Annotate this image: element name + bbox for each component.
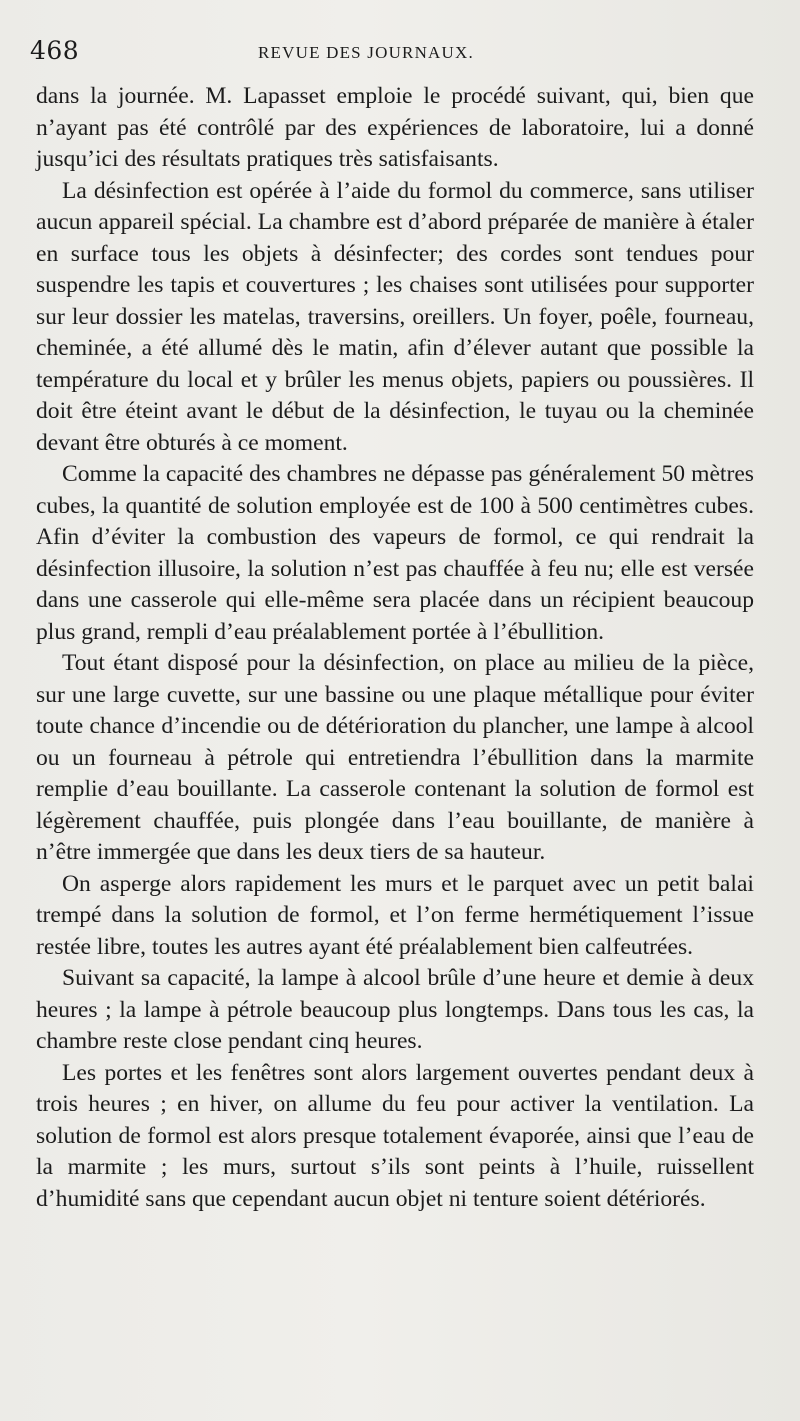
running-head: REVUE DES JOURNAUX. <box>258 43 474 62</box>
paragraph-disinfection-setup: La désinfection est opérée à l’aide du formol du commerce, sans utiliser aucun appareil spécial. La chambre est d’abord préparée de manière à étaler en surface tous les objets à désinfecter; des cordes sont tendues pour suspendre les tapis et couvertures ; les chaises sont utilisées pour supporter sur leur dossier les matelas, traversins, oreillers. Un foyer, poêle, fourneau, cheminée, a été allumé dès le matin, afin d’élever autant que possible la température du local et y brûler les menus objets, papiers ou poussières. Il doit être éteint avant le début de la désinfection, le tuyau ou la cheminée devant être obturés à ce moment. <box>36 177 754 456</box>
paragraph-spraying: On asperge alors rapidement les murs et le parquet avec un petit balai trempé dans la solution de formol, et l’on ferme hermétiquement l’issue restée libre, toutes les autres ayant été préalablement bien calfeutrées. <box>36 870 754 960</box>
article-body <box>36 81 754 1215</box>
page-header <box>30 36 760 70</box>
paragraph-ventilation: Les portes et les fenêtres sont alors largement ouvertes pendant deux à trois heures ; en hiver, on allume du feu pour activer la ventilation. La solution de formol est alors presque totalement évaporée, ainsi que l’eau de la marmite ; les murs, surtout s’ils sont peints à l’huile, ruissellent d’humidité sans que cependant aucun objet ni tenture soient détériorés. <box>36 1059 754 1212</box>
paragraph-duration: Suivant sa capacité, la lampe à alcool brûle d’une heure et demie à deux heures ; la lampe à pétrole beaucoup plus longtemps. Dans tous les cas, la chambre reste close pendant cinq heures. <box>36 965 754 1054</box>
page-number: 468 <box>30 36 80 65</box>
paragraph-solution-quantity: Comme la capacité des chambres ne dépasse pas généralement 50 mètres cubes, la quantité de solution employée est de 100 à 500 centimètres cubes. Afin d’éviter la combustion des vapeurs de formol, ce qui rendrait la désinfection illusoire, la solution n’est pas chauffée à feu nu; elle est versée dans une casserole qui elle-même sera placée dans un récipient beaucoup plus grand, rempli d’eau préalablement portée à l’ébullition. <box>36 461 754 645</box>
paragraph-apparatus: Tout étant disposé pour la désinfection, on place au milieu de la pièce, sur une large cuvette, sur une bassine ou une plaque métallique pour éviter toute chance d’incendie ou de détérioration du plancher, une lampe à alcool ou un fourneau à pétrole qui entretiendra l’ébullition dans la marmite remplie d’eau bouillante. La casserole contenant la solution de formol est légèrement chauffée, puis plongée dans l’eau bouillante, de manière à n’être immergée que dans les deux tiers de sa hauteur. <box>36 650 754 865</box>
paragraph-continuation: dans la journée. M. Lapasset emploie le procédé suivant, qui, bien que n’ayant pas été contrôlé par des expériences de laboratoire, lui a donné jusqu’ici des résultats pratiques très satisfaisants. <box>36 83 754 172</box>
